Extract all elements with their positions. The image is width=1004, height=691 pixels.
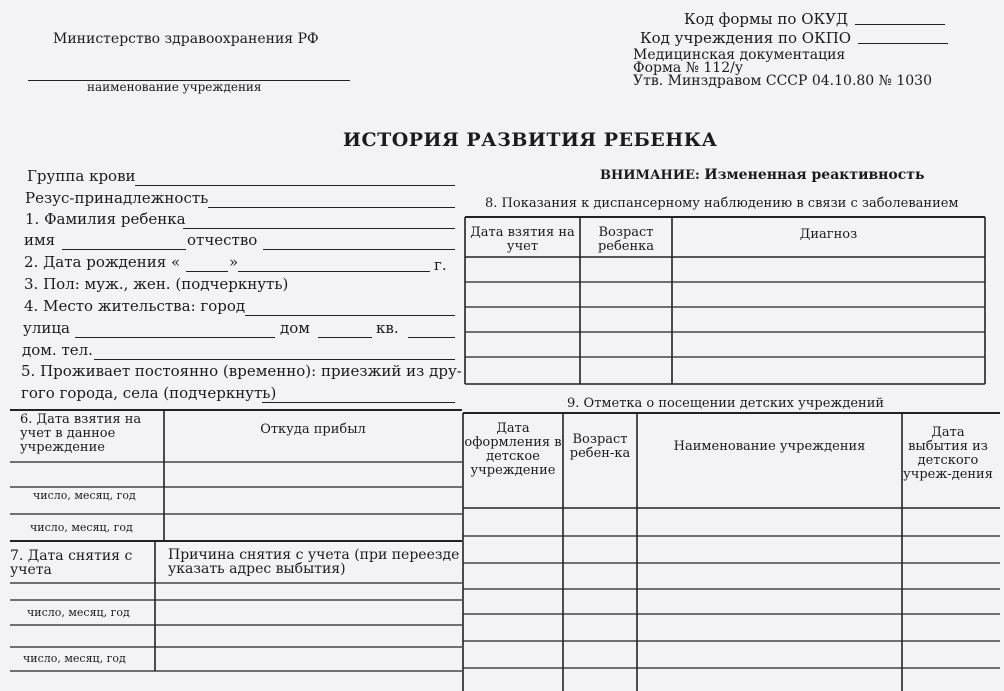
doc-info-line1: Медицинская документация [633, 47, 846, 63]
patronymic-label: отчество [187, 231, 258, 249]
surname-label: 1. Фамилия ребенка [25, 210, 186, 228]
doc-info-line3: Утв. Минздравом СССР 04.10.80 № 1030 [633, 73, 932, 89]
dob-label: 2. Дата рождения « [24, 253, 181, 271]
institution-label: наименование учреждения [87, 80, 262, 94]
table7-row2-reason-cell[interactable] [155, 625, 462, 671]
dob-year-suffix: г. [434, 256, 447, 274]
table9-col-date-in: Дата оформления в детское учреждение [464, 421, 562, 478]
table9-caption: 9. Отметка о посещении детских учреждений [567, 396, 885, 411]
dob-quote: » [229, 253, 239, 271]
table7-row1-reason-cell[interactable] [155, 583, 462, 625]
table7-row1-hint: число, месяц, год [27, 606, 130, 619]
table9-col-date-out: Дата выбытия из детского учреж-дения [903, 425, 993, 482]
table7-row2-hint: число, месяц, год [23, 652, 126, 665]
residence-line2: гого города, села (подчеркнуть) [21, 384, 277, 402]
rh-label: Резус-принадлежность [25, 189, 209, 207]
page-title: ИСТОРИЯ РАЗВИТИЯ РЕБЕНКА [343, 129, 718, 151]
table6-row2-date-cell[interactable] [10, 514, 164, 541]
table9-body[interactable] [463, 508, 1000, 691]
table9-col-age: Возраст ребен-ка [569, 432, 631, 461]
city-label: 4. Место жительства: город [24, 297, 246, 315]
okud-label: Код формы по ОКУД [684, 10, 849, 28]
table8-col-date: Дата взятия на учет [470, 225, 575, 254]
house-label: дом [280, 319, 310, 337]
residence-line1: 5. Проживает постоянно (временно): приезжий из дру- [21, 362, 462, 380]
table9-col-institution: Наименование учреждения [673, 439, 866, 454]
phone-label: дом. тел. [22, 341, 93, 359]
attention-label: ВНИМАНИЕ: [600, 168, 700, 183]
street-label: улица [23, 319, 70, 337]
sex-label: 3. Пол: муж., жен. (подчеркнуть) [24, 275, 289, 293]
table8-col-age: Возраст ребенка [597, 225, 655, 254]
table8-col-diagnosis: Диагноз [799, 227, 858, 242]
table7-col-reason: Причина снятия с учета (при переезде указать адрес выбытия) [168, 547, 460, 577]
table7-col-date: 7. Дата снятия с учета [10, 548, 133, 578]
table6-row1-date-cell[interactable] [10, 462, 164, 487]
table6-row1-hint: число, месяц, год [33, 489, 136, 502]
attention-text: Измененная реактивность [704, 167, 925, 183]
blood-group-label: Группа крови [27, 167, 136, 185]
name-label: имя [24, 231, 56, 249]
table8-caption: 8. Показания к диспансерному наблюдению в связи с заболеванием [485, 196, 959, 211]
table7-row1-date-cell[interactable] [10, 583, 155, 600]
table6-col-origin: Откуда прибыл [260, 422, 366, 437]
ministry-name: Министерство здравоохранения РФ [53, 31, 319, 47]
doc-info-line2: Форма № 112/у [633, 60, 744, 76]
table6-row2-hint: число, месяц, год [30, 521, 133, 534]
table6-row1-origin-cell[interactable] [164, 462, 462, 487]
table8-body[interactable] [465, 257, 985, 384]
okpo-label: Код учреждения по ОКПО [640, 29, 852, 47]
table6-row2-origin-cell[interactable] [164, 514, 462, 541]
table6-col-date: 6. Дата взятия на учет в данное учреждение [20, 412, 142, 455]
apt-label: кв. [376, 319, 399, 337]
